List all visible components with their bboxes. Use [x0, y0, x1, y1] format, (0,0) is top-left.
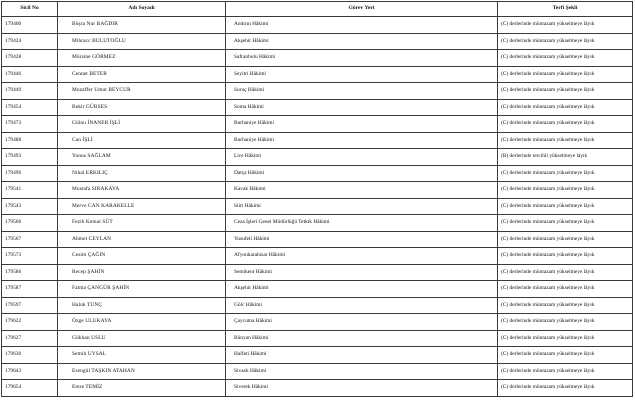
cell-terfi-sekli: (C) derlerinde müntazam yükselmeye lâyık [498, 314, 633, 331]
table-row [2, 264, 633, 281]
cell-sicil-no: 179643 [2, 363, 58, 380]
cell-gorev-yeri: Sivaslı Hâkimi [226, 363, 498, 380]
table-row [2, 231, 633, 248]
table-row [2, 380, 633, 397]
cell-sicil-no: 179627 [2, 330, 58, 347]
cell-sicil-no: 179541 [2, 182, 58, 199]
table-row [2, 198, 633, 215]
cell-adi-soyadi: Merve CAN KARAKELLE [58, 198, 226, 215]
cell-sicil-no: 179449 [2, 83, 58, 100]
cell-sicil-no: 179567 [2, 231, 58, 248]
cell-gorev-yeri: Seyitri Hâkimi [226, 66, 498, 83]
cell-sicil-no: 179573 [2, 248, 58, 265]
cell-gorev-yeri: Bünyan Hâkimi [226, 330, 498, 347]
cell-terfi-sekli: (B) derlerinde tercihli yükselmeye lâyık [498, 149, 633, 166]
cell-sicil-no: 179654 [2, 380, 58, 397]
cell-sicil-no: 179400 [2, 17, 58, 34]
table-row [2, 116, 633, 133]
cell-sicil-no: 179493 [2, 149, 58, 166]
cell-gorev-yeri: Siverek Hâkimi [226, 380, 498, 397]
table-row [2, 132, 633, 149]
cell-sicil-no: 179586 [2, 264, 58, 281]
cell-gorev-yeri: Yusufeli Hâkimi [226, 231, 498, 248]
cell-adi-soyadi: Fezih Kemal SÜT [58, 215, 226, 232]
cell-sicil-no: 179488 [2, 132, 58, 149]
table-row [2, 17, 633, 34]
cell-gorev-yeri: Burhaniye Hâkimi [226, 132, 498, 149]
cell-terfi-sekli: (C) derlerinde müntazam yükselmeye lâyık [498, 116, 633, 133]
cell-adi-soyadi: Özge ULUKAYA [58, 314, 226, 331]
cell-terfi-sekli: (C) derlerinde müntazam yükselmeye lâyık [498, 248, 633, 265]
cell-adi-soyadi: Semih UYSAL [58, 347, 226, 364]
cell-terfi-sekli: (C) derlerinde müntazam yükselmeye lâyık [498, 347, 633, 364]
table-row [2, 297, 633, 314]
table-row [2, 281, 633, 298]
cell-terfi-sekli: (C) derlerinde müntazam yükselmeye lâyık [498, 215, 633, 232]
cell-adi-soyadi: Muzaffer Umut BEYCUR [58, 83, 226, 100]
cell-gorev-yeri: Akşehir Hâkimi [226, 281, 498, 298]
cell-gorev-yeri: Halfeti Hâkimi [226, 347, 498, 364]
cell-gorev-yeri: Ceza İşleri Genel Müdürlüğü Tetkik Hâkimi [226, 215, 498, 232]
cell-terfi-sekli: (C) derlerinde müntazam yükselmeye lâyık [498, 165, 633, 182]
cell-gorev-yeri: Datça Hâkimi [226, 165, 498, 182]
cell-terfi-sekli: (C) derlerinde müntazam yükselmeye lâyık [498, 50, 633, 67]
cell-sicil-no: 179473 [2, 116, 58, 133]
table-row [2, 83, 633, 100]
table-row [2, 215, 633, 232]
table-row [2, 33, 633, 50]
cell-sicil-no: 179424 [2, 33, 58, 50]
cell-adi-soyadi: Gökhan USLU [58, 330, 226, 347]
cell-adi-soyadi: Recep ŞAHİN [58, 264, 226, 281]
cell-gorev-yeri: Kavak Hâkimi [226, 182, 498, 199]
table-row [2, 330, 633, 347]
cell-sicil-no: 179454 [2, 99, 58, 116]
cell-adi-soyadi: Bekir GÜRSES [58, 99, 226, 116]
cell-adi-soyadi: Mihracc BULUTOĞLU [58, 33, 226, 50]
cell-adi-soyadi: Mustafa SIRAKAYA [58, 182, 226, 199]
cell-terfi-sekli: (C) derlerinde müntazam yükselmeye lâyık [498, 264, 633, 281]
cell-adi-soyadi: Büşra Nur BAĞDIR [58, 17, 226, 34]
cell-gorev-yeri: Suruç Hâkimi [226, 83, 498, 100]
cell-adi-soyadi: Nihal ERKILIÇ [58, 165, 226, 182]
table-row [2, 248, 633, 265]
cell-sicil-no: 179543 [2, 198, 58, 215]
cell-adi-soyadi: Yunus SAĞLAM [58, 149, 226, 166]
cell-gorev-yeri: Lice Hâkimi [226, 149, 498, 166]
cell-adi-soyadi: Gülnu İNANER İŞLİ [58, 116, 226, 133]
cell-terfi-sekli: (C) derlerinde müntazam yükselmeye lâyık [498, 380, 633, 397]
cell-terfi-sekli: (C) derlerinde müntazam yükselmeye lâyık [498, 297, 633, 314]
cell-gorev-yeri: Burhaniye Hâkimi [226, 116, 498, 133]
cell-gorev-yeri: Semikent Hâkimi [226, 264, 498, 281]
cell-adi-soyadi: Cennet BETER [58, 66, 226, 83]
cell-adi-soyadi: Emre TEMİZ [58, 380, 226, 397]
cell-terfi-sekli: (C) derlerinde müntazam yükselmeye lâyık [498, 99, 633, 116]
promotion-table [1, 1, 633, 397]
cell-terfi-sekli: (C) derlerinde müntazam yükselmeye lâyık [498, 330, 633, 347]
cell-terfi-sekli: (C) derlerinde müntazam yükselmeye lâyık [498, 231, 633, 248]
cell-adi-soyadi: Mürsine GÖRMEZ [58, 50, 226, 67]
cell-adi-soyadi: Can İŞLİ [58, 132, 226, 149]
table-row [2, 149, 633, 166]
cell-terfi-sekli: (C) derlerinde müntazam yükselmeye lâyık [498, 83, 633, 100]
cell-adi-soyadi: Cesim ÇAĞIN [58, 248, 226, 265]
table-row [2, 182, 633, 199]
table-body [2, 17, 633, 397]
table-header-row [2, 2, 633, 17]
cell-gorev-yeri: Akşehir Hâkimi [226, 33, 498, 50]
cell-sicil-no: 179597 [2, 297, 58, 314]
cell-terfi-sekli: (C) derlerinde müntazam yükselmeye lâyık [498, 281, 633, 298]
cell-sicil-no: 179428 [2, 50, 58, 67]
cell-terfi-sekli: (C) derlerinde müntazam yükselmeye lâyık [498, 132, 633, 149]
cell-sicil-no: 179446 [2, 66, 58, 83]
cell-terfi-sekli: (C) derlerinde müntazam yükselmeye lâyık [498, 198, 633, 215]
cell-terfi-sekli: (C) derlerinde müntazam yükselmeye lâyık [498, 182, 633, 199]
cell-adi-soyadi: Ahmet CEYLAN [58, 231, 226, 248]
cell-gorev-yeri: Çaycuma Hâkimi [226, 314, 498, 331]
table-row [2, 66, 633, 83]
cell-sicil-no: 179622 [2, 314, 58, 331]
cell-terfi-sekli: (C) derlerinde müntazam yükselmeye lâyık [498, 363, 633, 380]
header-terfi-sekli: Terfi Şekli [498, 2, 633, 17]
cell-terfi-sekli: (C) derlerinde müntazam yükselmeye lâyık [498, 17, 633, 34]
table-row [2, 347, 633, 364]
cell-terfi-sekli: (C) derlerinde müntazam yükselmeye lâyık [498, 33, 633, 50]
table-row [2, 314, 633, 331]
header-gorev-yeri: Görev Yeri [226, 2, 498, 17]
cell-adi-soyadi: Haluk TUNÇ [58, 297, 226, 314]
header-adi-soyadi: Adı Soyadı [58, 2, 226, 17]
cell-gorev-yeri: Soma Hâkimi [226, 99, 498, 116]
cell-terfi-sekli: (C) derlerinde müntazam yükselmeye lâyık [498, 66, 633, 83]
table-row [2, 363, 633, 380]
cell-gorev-yeri: Andırın Hâkimi [226, 17, 498, 34]
table-row [2, 99, 633, 116]
cell-gorev-yeri: Gölc Hâkimi [226, 297, 498, 314]
cell-adi-soyadi: Esengül TAŞKIN ATAHAN [58, 363, 226, 380]
cell-sicil-no: 179587 [2, 281, 58, 298]
cell-sicil-no: 179566 [2, 215, 58, 232]
table-row [2, 165, 633, 182]
header-sicil-no: Sicil No [2, 2, 58, 17]
cell-adi-soyadi: Fatma ÇANGÜR ŞAHİN [58, 281, 226, 298]
document-page [0, 1, 635, 402]
cell-gorev-yeri: Siirt Hâkimi [226, 198, 498, 215]
cell-sicil-no: 179630 [2, 347, 58, 364]
cell-gorev-yeri: Afyonkarahisar Hâkimi [226, 248, 498, 265]
cell-gorev-yeri: Safranbolu Hâkimi [226, 50, 498, 67]
table-row [2, 50, 633, 67]
cell-sicil-no: 179496 [2, 165, 58, 182]
